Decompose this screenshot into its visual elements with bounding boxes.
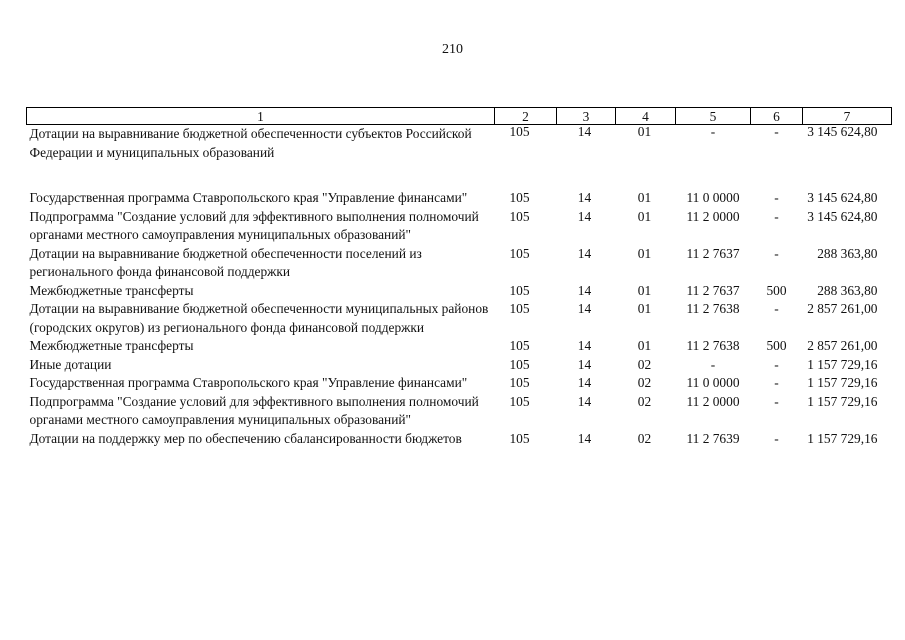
row-col-5: 11 0 0000 xyxy=(686,375,740,390)
row-col-6: - xyxy=(774,208,779,224)
row-col-4: 01 xyxy=(637,338,652,353)
row-col-5: 11 2 0000 xyxy=(686,393,740,409)
row-col-2: 105 xyxy=(509,208,530,224)
row-col-4: 01 xyxy=(637,282,652,298)
row-col-4: 02 xyxy=(637,430,652,446)
row-col-2: 105 xyxy=(509,282,530,298)
row-col-4: 01 xyxy=(637,208,652,224)
row-col-3: 14 xyxy=(577,338,592,353)
row-col-6: - xyxy=(774,245,779,261)
row-col-3: 14 xyxy=(577,375,592,390)
row-col-2: 105 xyxy=(509,190,530,205)
row-col-5: 11 0 0000 xyxy=(686,190,740,205)
row-col-5: - xyxy=(710,124,716,139)
row-col-7: 2 857 261,00 xyxy=(807,338,878,353)
table-row xyxy=(27,393,892,430)
column-header-5: 5 xyxy=(676,108,751,125)
row-col-5: 11 2 7637 xyxy=(686,282,740,298)
row-col-3: 14 xyxy=(577,393,592,409)
row-col-7: 3 145 624,80 xyxy=(807,124,878,139)
row-col-4: 02 xyxy=(637,356,652,372)
row-col-3: 14 xyxy=(577,124,592,139)
column-header-6: 6 xyxy=(751,108,803,125)
row-col-7: 1 157 729,16 xyxy=(807,393,878,409)
row-col-4: 01 xyxy=(637,124,652,139)
row-name: Государственная программа Ставропольского края "Управление финансами" xyxy=(29,190,468,205)
row-name: Межбюджетные трансферты xyxy=(29,282,194,298)
row-col-7: 2 857 261,00 xyxy=(807,301,878,316)
table-header-row xyxy=(27,108,892,125)
row-col-2: 105 xyxy=(509,356,530,372)
column-header-4: 4 xyxy=(616,108,676,125)
row-col-6: - xyxy=(774,393,779,409)
row-col-3: 14 xyxy=(577,430,592,446)
row-col-7: 1 157 729,16 xyxy=(807,430,878,446)
row-col-7: 3 145 624,80 xyxy=(807,208,878,224)
row-col-4: 02 xyxy=(637,375,652,390)
row-col-5: 11 2 7638 xyxy=(686,301,740,316)
row-col-5: 11 2 7638 xyxy=(686,338,740,353)
column-header-2: 2 xyxy=(495,108,557,125)
table-row xyxy=(27,356,892,375)
row-col-7: 3 145 624,80 xyxy=(807,190,878,205)
row-name: Дотации на выравнивание бюджетной обеспеченности муниципальных районов (городских округов) из регионального фонда финансовой поддержки xyxy=(29,301,489,335)
table-row xyxy=(27,208,892,245)
row-col-6: - xyxy=(774,375,779,390)
row-col-5: 11 2 0000 xyxy=(686,208,740,224)
row-col-3: 14 xyxy=(577,282,592,298)
table-row xyxy=(27,430,892,449)
row-col-2: 105 xyxy=(509,245,530,261)
row-col-2: 105 xyxy=(509,393,530,409)
row-col-2: 105 xyxy=(509,375,530,390)
page-number: 210 xyxy=(442,42,463,57)
row-col-7: 288 363,80 xyxy=(817,245,878,261)
row-col-2: 105 xyxy=(509,124,530,139)
row-col-4: 02 xyxy=(637,393,652,409)
table-row xyxy=(27,245,892,282)
table-row xyxy=(27,300,892,337)
row-col-6: - xyxy=(774,190,779,205)
row-col-5: 11 2 7637 xyxy=(686,245,740,261)
row-col-3: 14 xyxy=(577,356,592,372)
table-row xyxy=(27,125,892,190)
row-col-3: 14 xyxy=(577,190,592,205)
table-row xyxy=(27,374,892,393)
row-col-7: 288 363,80 xyxy=(817,282,878,298)
row-col-6: - xyxy=(774,430,779,446)
row-col-6: 500 xyxy=(766,282,787,298)
row-col-7: 1 157 729,16 xyxy=(807,375,878,390)
row-col-3: 14 xyxy=(577,208,592,224)
row-col-4: 01 xyxy=(637,245,652,261)
column-header-7: 7 xyxy=(803,108,892,125)
row-name: Подпрограмма "Создание условий для эффективного выполнения полномочий органами местного самоуправления муниципальных образований" xyxy=(29,208,479,242)
row-col-7: 1 157 729,16 xyxy=(807,356,878,372)
row-name: Дотации на поддержку мер по обеспечению сбалансированности бюджетов xyxy=(29,430,462,446)
row-name: Межбюджетные трансферты xyxy=(29,338,194,353)
column-header-3: 3 xyxy=(557,108,616,125)
budget-table xyxy=(26,107,892,448)
row-col-3: 14 xyxy=(577,245,592,261)
row-name: Иные дотации xyxy=(29,356,112,372)
row-name: Подпрограмма "Создание условий для эффективного выполнения полномочий органами местного самоуправления муниципальных образований" xyxy=(29,393,479,427)
table-row xyxy=(27,282,892,301)
row-col-6: - xyxy=(774,356,779,372)
row-col-2: 105 xyxy=(509,301,530,316)
row-col-5: - xyxy=(710,356,716,372)
row-name: Дотации на выравнивание бюджетной обеспеченности субъектов Российской Федерации и муниципальных образований xyxy=(29,126,472,160)
row-col-6: 500 xyxy=(766,338,787,353)
row-col-3: 14 xyxy=(577,301,592,316)
row-col-4: 01 xyxy=(637,190,652,205)
row-col-5: 11 2 7639 xyxy=(686,430,740,446)
table-row xyxy=(27,189,892,208)
row-col-6: - xyxy=(774,124,779,139)
table-row xyxy=(27,337,892,356)
column-header-1: 1 xyxy=(27,108,495,125)
row-col-4: 01 xyxy=(637,301,652,316)
row-col-6: - xyxy=(774,301,779,316)
row-col-2: 105 xyxy=(509,430,530,446)
row-col-2: 105 xyxy=(509,338,530,353)
row-name: Государственная программа Ставропольского края "Управление финансами" xyxy=(29,375,468,390)
row-name: Дотации на выравнивание бюджетной обеспеченности поселений из регионального фонда финансовой поддержки xyxy=(29,245,422,279)
